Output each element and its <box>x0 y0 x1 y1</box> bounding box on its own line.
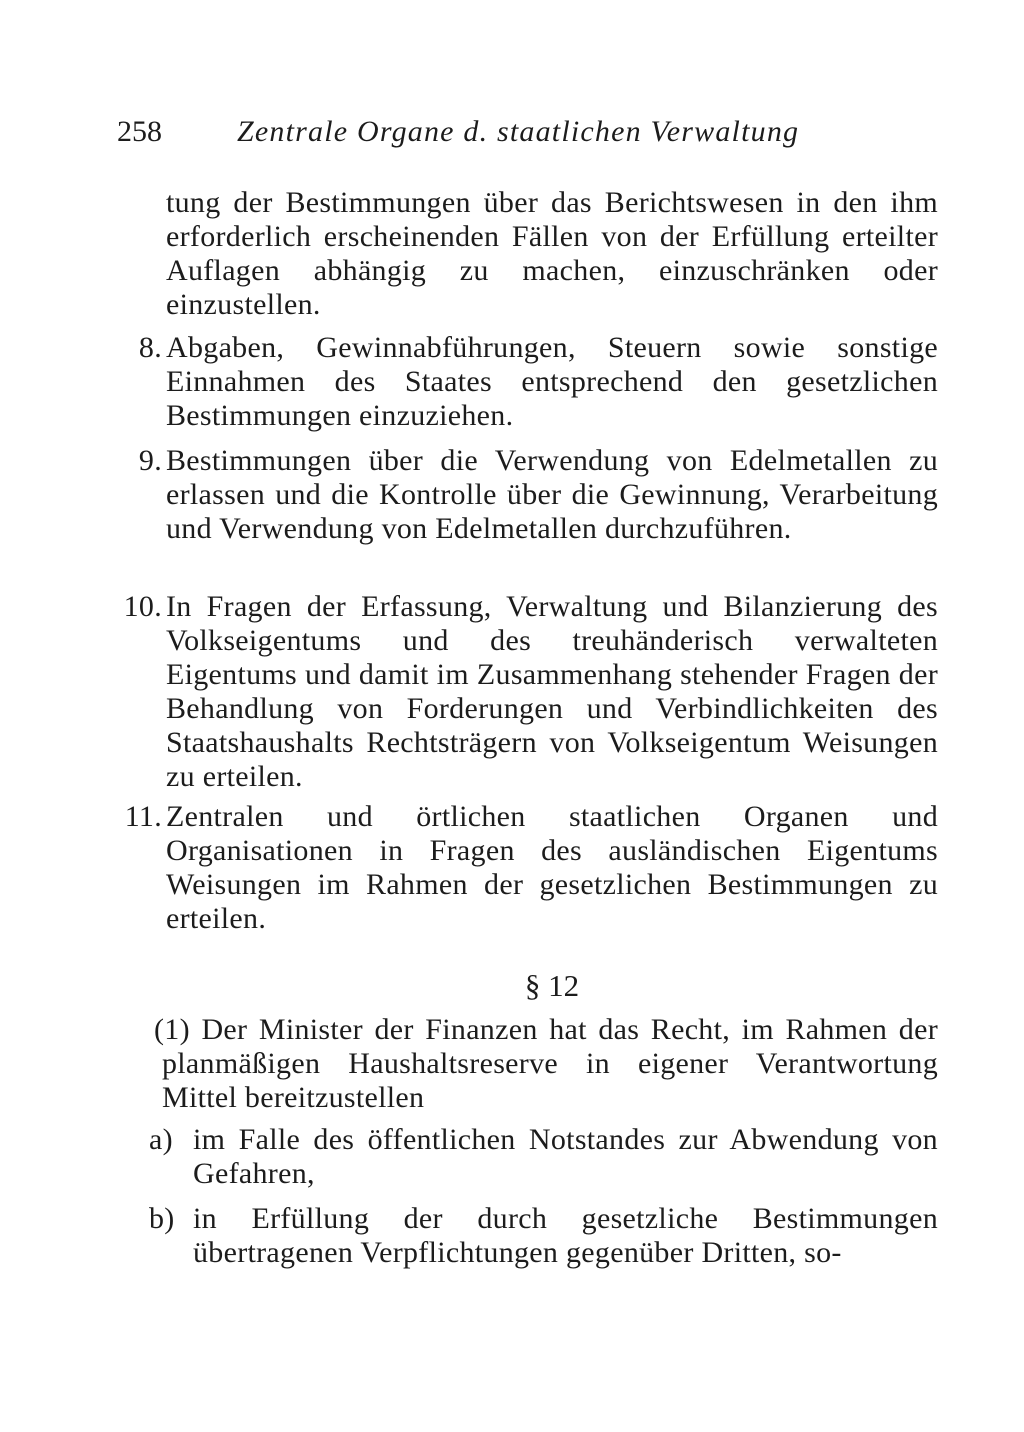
sub-item-text: im Falle des öffentlichen Notstandes zur Abwendung von Gefahren, <box>193 1123 938 1190</box>
list-item-marker: 9. <box>138 444 162 477</box>
page-number: 258 <box>117 115 162 148</box>
list-item-text: In Fragen der Erfassung, Verwaltung und Bilanzierung des Volkseigentums und des treuhänderisch verwalteten Eigentums und damit im Zusammenhang stehender Fragen der Behandlung von Forderungen und Verbindlichkeiten des Staatshaushalts Rechtsträgern von Volkseigentum Weisungen zu erteilen. <box>166 590 938 793</box>
sub-item-text: in Erfüllung der durch gesetzliche Bestimmungen übertragenen Verpflichtungen gegenüber Dritten, so- <box>193 1202 938 1269</box>
sub-item-marker: b) <box>149 1202 175 1235</box>
list-item-text: Bestimmungen über die Verwendung von Edelmetallen zu erlassen und die Kontrolle über die Gewinnung, Verarbeitung und Verwendung von Edelmetallen durchzuführen. <box>166 444 938 545</box>
list-item-11 <box>124 800 938 936</box>
sub-item-b <box>149 1202 938 1270</box>
section-heading: § 12 <box>524 968 580 1003</box>
list-item-text: Zentralen und örtlichen staatlichen Organen und Organisationen in Fragen des ausländischen Eigentums Weisungen im Rahmen der gesetzlichen Bestimmungen zu erteilen. <box>166 800 938 935</box>
sub-item-marker: a) <box>149 1123 173 1156</box>
list-item-9 <box>138 444 938 546</box>
list-item-marker: 10. <box>123 590 162 623</box>
page-header <box>117 112 799 152</box>
running-title: Zentrale Organe d. staatlichen Verwaltung <box>237 115 800 148</box>
list-item-marker: 11. <box>124 800 162 833</box>
list-item-10 <box>123 590 938 794</box>
continuation-paragraph: tung der Bestimmungen über das Berichtswesen in den ihm erforderlich erscheinenden Fällen von der Erfüllung erteilter Auflagen abhängig zu machen, einzuschränken oder einzustellen. <box>166 186 938 321</box>
list-item-marker: 8. <box>138 331 162 364</box>
sub-item-a <box>149 1123 938 1191</box>
list-item-8 <box>138 331 938 433</box>
list-item-text: Abgaben, Gewinnabführungen, Steuern sowie sonstige Einnahmen des Staates entsprechend den gesetzlichen Bestimmungen einzuziehen. <box>166 331 938 432</box>
section-paragraph: (1) Der Minister der Finanzen hat das Recht, im Rahmen der planmäßigen Haushaltsreserve in eigener Verantwortung Mittel bereitzustellen <box>154 1013 938 1114</box>
